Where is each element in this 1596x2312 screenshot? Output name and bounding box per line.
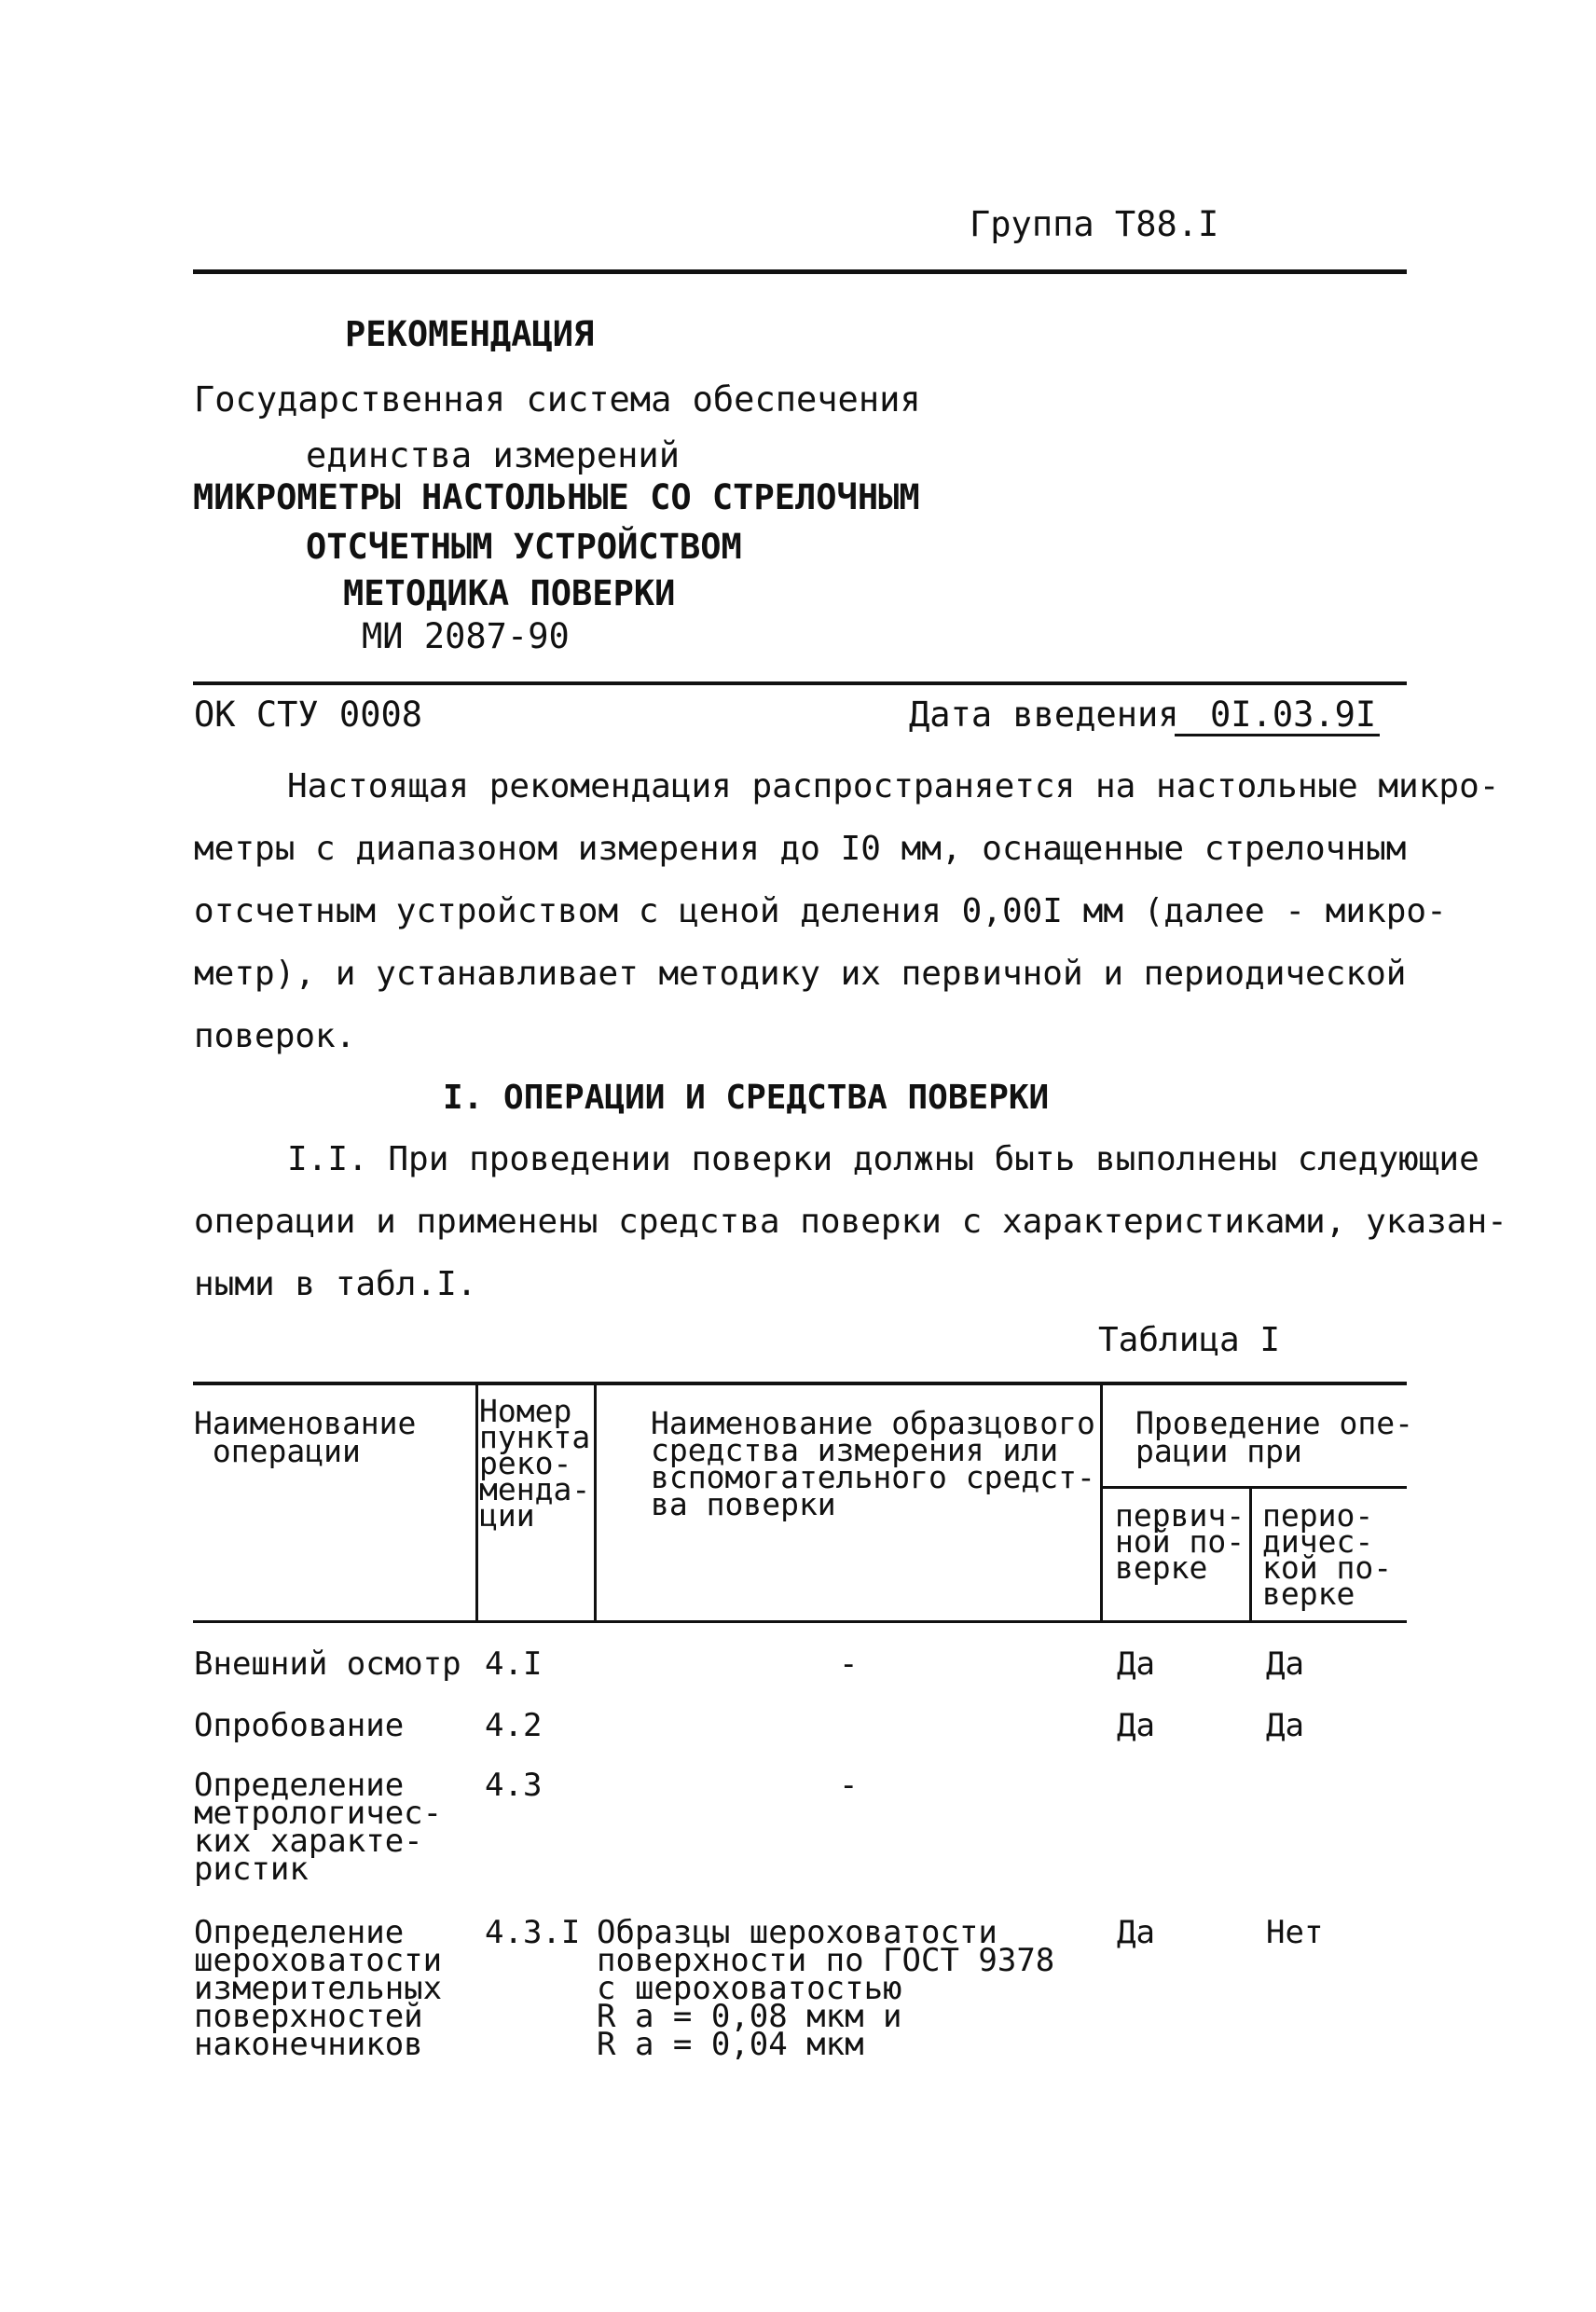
header-item-line-5: ции — [479, 1497, 535, 1534]
row-4-means-line-4: R а = 0,08 мкм и — [597, 1998, 902, 2035]
row-4-name-line-3: измерительных — [194, 1970, 443, 2007]
intro-line-5: поверок. — [194, 1017, 356, 1055]
header-operation-line-2: операции — [194, 1433, 361, 1469]
group-label: Группа Т88.I — [970, 204, 1219, 244]
table-row-4-means — [597, 1914, 1055, 2063]
table-top-rule — [193, 1382, 1407, 1385]
document-code: МИ 2087-90 — [362, 616, 570, 656]
table-row-1-periodic: Да — [1266, 1645, 1304, 1683]
table-row-2-primary: Да — [1117, 1707, 1155, 1744]
header-performed-line-1: Проведение опе- — [1135, 1405, 1414, 1441]
intro-line-1: Настоящая рекомендация распространяется на настольные микро- — [287, 767, 1500, 805]
header-periodic — [1262, 1497, 1393, 1612]
table-vline-3 — [1100, 1383, 1103, 1622]
meta-rule — [193, 681, 1407, 685]
table-row-2-name: Опробование — [194, 1707, 405, 1744]
header-means — [651, 1405, 1095, 1522]
table-vline-4 — [1249, 1489, 1252, 1622]
table-group-rule — [1100, 1486, 1407, 1489]
row-4-means-line-2: поверхности по ГОСТ 9378 — [597, 1942, 1055, 1979]
intro-line-3: отсчетным устройством с ценой деления 0,00I мм (далее - микро- — [194, 892, 1447, 930]
table-row-1-item: 4.I — [485, 1645, 543, 1683]
header-item-number — [479, 1393, 591, 1534]
header-item-line-1: Номер — [479, 1393, 572, 1429]
row-4-name-line-5: наконечников — [194, 2026, 423, 2063]
table-row-4-item: 4.3.I — [485, 1914, 581, 1951]
row-4-means-line-5: R а = 0,04 мкм — [597, 2026, 864, 2063]
row-4-name-line-2: шероховатости — [194, 1942, 443, 1979]
row-4-name-line-4: поверхностей — [194, 1998, 423, 2035]
section-heading: I. ОПЕРАЦИИ И СРЕДСТВА ПОВЕРКИ — [443, 1079, 1050, 1117]
table-row-1-name: Внешний осмотр — [194, 1645, 461, 1683]
section-line-1: I.I. При проведении поверки должны быть выполнены следующие — [287, 1140, 1479, 1178]
header-periodic-line-3: кой по- — [1262, 1549, 1393, 1586]
table-vline-1 — [475, 1383, 478, 1622]
header-item-line-4: менда- — [479, 1471, 591, 1507]
method-title: МЕТОДИКА ПОВЕРКИ — [343, 573, 676, 613]
system-line-2: единства измерений — [306, 435, 680, 475]
header-means-line-4: ва поверки — [651, 1486, 836, 1522]
table-row-4-name — [194, 1914, 443, 2063]
table-row-3-means: - — [839, 1767, 859, 1804]
row-3-name-line-2: метрологичес- — [194, 1795, 443, 1832]
row-4-means-line-3: с шероховатостью — [597, 1970, 902, 2007]
header-primary-line-2: ной по- — [1115, 1523, 1245, 1560]
table-row-4-periodic: Нет — [1266, 1914, 1324, 1951]
top-rule — [193, 269, 1407, 274]
intro-line-4: метр), и устанавливает методику их первичной и периодической — [194, 955, 1407, 993]
header-item-line-2: пункта — [479, 1419, 591, 1455]
row-3-name-line-3: ких характе- — [194, 1823, 423, 1860]
table-row-1-primary: Да — [1117, 1645, 1155, 1683]
header-operation-line-1: Наименование — [194, 1405, 417, 1441]
header-periodic-line-4: верке — [1262, 1576, 1355, 1612]
intro-line-2: метры с диапазоном измерения до I0 мм, оснащенные стрелочным — [194, 830, 1407, 868]
header-operation-name — [194, 1405, 417, 1469]
header-performed-line-2: рации при — [1135, 1433, 1302, 1469]
table-vline-2 — [594, 1383, 597, 1622]
table-caption: Таблица I — [1098, 1321, 1281, 1359]
ok-stu-code: ОК СТУ 0008 — [194, 695, 423, 735]
recommendation-title: РЕКОМЕНДАЦИЯ — [345, 314, 595, 354]
table-row-1-means: - — [839, 1645, 859, 1683]
table-header-rule — [193, 1620, 1407, 1623]
row-3-name-line-1: Определение — [194, 1767, 405, 1804]
header-performed — [1135, 1405, 1414, 1469]
table-row-3-name — [194, 1767, 443, 1888]
header-periodic-line-1: перио- — [1262, 1497, 1374, 1534]
system-line-1: Государственная система обеспечения — [194, 379, 921, 420]
row-3-name-line-4: ристик — [194, 1851, 309, 1888]
table-row-3-item: 4.3 — [485, 1767, 543, 1804]
table-row-2-item: 4.2 — [485, 1707, 543, 1744]
subject-line-2: ОТСЧЕТНЫМ УСТРОЙСТВОМ — [306, 527, 742, 567]
row-4-means-line-1: Образцы шероховатости — [597, 1914, 998, 1951]
header-means-line-1: Наименование образцового — [651, 1405, 1095, 1441]
header-item-line-3: реко- — [479, 1445, 572, 1481]
date-label: Дата введения — [909, 695, 1179, 735]
table-row-2-periodic: Да — [1266, 1707, 1304, 1744]
header-means-line-2: средства измерения или — [651, 1432, 1059, 1468]
section-line-2: операции и применены средства поверки с характеристиками, указан- — [194, 1203, 1507, 1241]
header-primary-line-3: верке — [1115, 1549, 1208, 1586]
header-primary-line-1: первич- — [1115, 1497, 1245, 1534]
row-4-name-line-1: Определение — [194, 1914, 405, 1951]
subject-line-1: МИКРОМЕТРЫ НАСТОЛЬНЫЕ СО СТРЕЛОЧНЫМ — [193, 477, 920, 517]
section-line-3: ными в табл.I. — [194, 1265, 477, 1303]
date-value: 0I.03.9I — [1175, 697, 1380, 736]
header-primary — [1115, 1497, 1245, 1586]
header-periodic-line-2: дичес- — [1262, 1523, 1374, 1560]
header-means-line-3: вспомогательного средст- — [651, 1459, 1095, 1495]
table-row-4-primary: Да — [1117, 1914, 1155, 1951]
